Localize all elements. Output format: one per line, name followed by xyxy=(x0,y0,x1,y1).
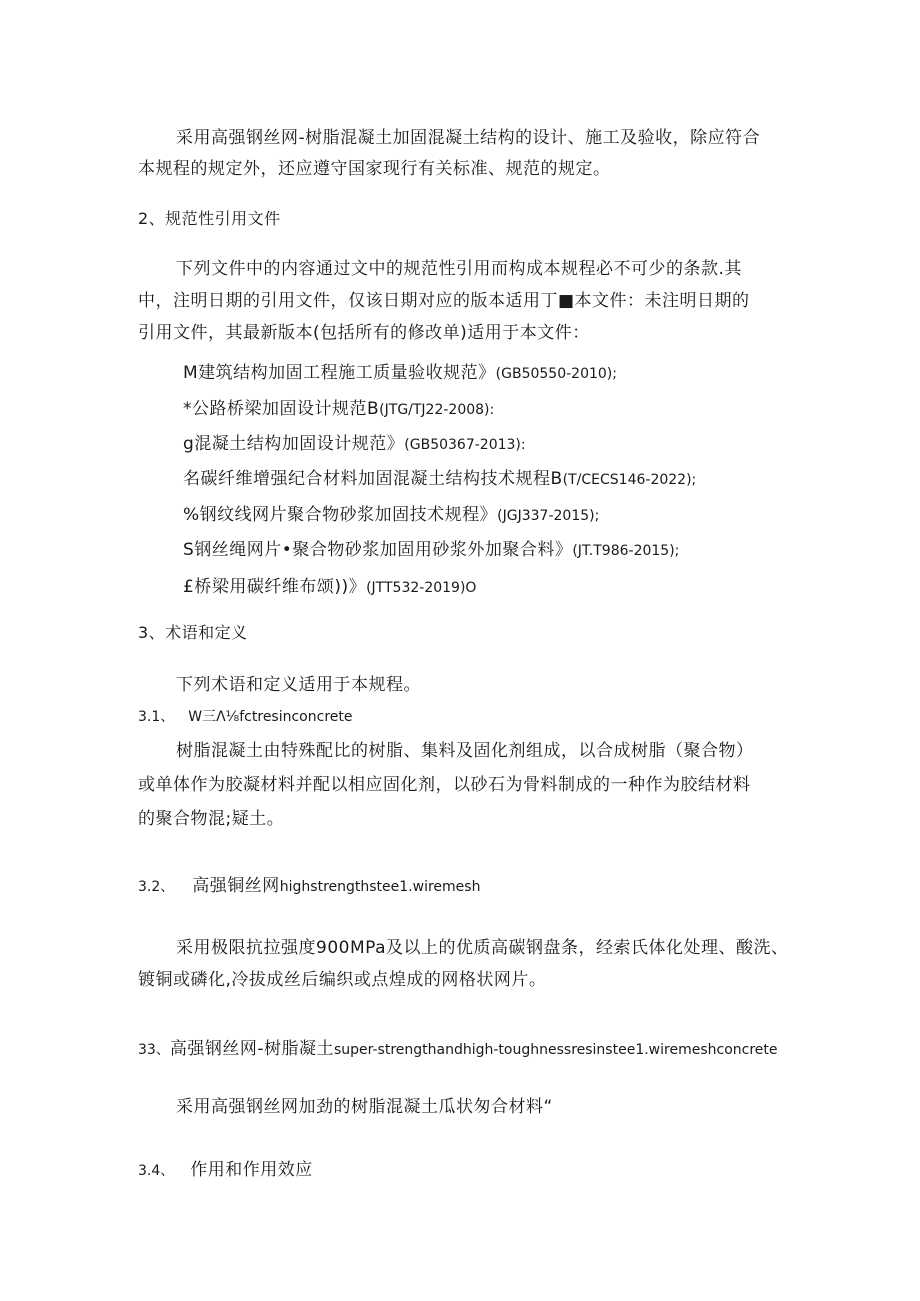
reference-title: *公路桥梁加固设计规范B xyxy=(183,399,380,419)
reference-code: (T/CECS146-2022); xyxy=(562,472,697,488)
reference-item xyxy=(183,434,526,455)
reference-code: (JTT532-2019)O xyxy=(366,580,477,596)
reference-item xyxy=(183,363,617,384)
term-number: 3.2、 xyxy=(138,879,175,895)
section-2-intro-line-3: 引用文件，其最新版本(包括所有的修改单)适用于本文件： xyxy=(138,323,590,343)
term-3-2-body-line-2: 镀铜或磷化,冷拔成丝后编织或点煌成的网格状网片。 xyxy=(138,970,547,990)
reference-item xyxy=(183,469,696,490)
section-2-intro-line-2: 中，注明日期的引用文件，仅该日期对应的版本适用丁■本文件：未注明日期的 xyxy=(138,291,750,311)
term-number: 3.4、 xyxy=(138,1163,175,1179)
section-2-heading: 2、规范性引用文件 xyxy=(138,209,281,228)
term-heading-3-4 xyxy=(138,1160,313,1181)
term-heading-3-1 xyxy=(138,707,353,727)
reference-title: g混凝土结构加固设计规范》 xyxy=(183,434,405,454)
section-2-intro-line-1: 下列文件中的内容通过文中的规范性引用而构成本规程必不可少的条款.其 xyxy=(176,259,742,279)
term-title-cn: 高强钢丝网-树脂凝土 xyxy=(169,1039,334,1059)
term-3-2-body-line-1: 采用极限抗拉强度900MPa及以上的优质高碳钢盘条，经索氏体化处理、酸洗、 xyxy=(176,938,789,958)
reference-code: (GB50550-2010); xyxy=(495,366,617,382)
term-number: 3.1、 xyxy=(138,709,175,725)
reference-title: 名碳纤维增强纪合材料加固混凝土结构技术规程B xyxy=(183,469,563,489)
term-title-cn: 高强铜丝网 xyxy=(192,876,280,896)
scope-line-2: 本规程的规定外，还应遵守国家现行有关标准、规范的规定。 xyxy=(138,159,611,179)
reference-code: (GB50367-2013): xyxy=(404,437,526,453)
section-3-heading: 3、术语和定义 xyxy=(138,623,248,642)
reference-code: (JGJ337-2015); xyxy=(497,508,600,524)
term-3-1-body-line-1: 树脂混凝土由特殊配比的树脂、集料及固化剂组成，以合成树脂（聚合物） xyxy=(176,741,754,761)
term-3-1-body-line-2: 或单体作为胶凝材料并配以相应固化剂，以砂石为骨料制成的一种作为胶结材料 xyxy=(138,775,751,795)
term-title-en: super-strengthandhigh-toughnessresinstee1.wiremeshconcrete xyxy=(333,1042,778,1058)
term-3-3-body-line-1: 采用高强钢丝网加劲的树脂混凝土瓜状匆合材料“ xyxy=(176,1097,553,1117)
reference-code: (JT.T986-2015); xyxy=(572,543,680,559)
reference-title: £桥梁用碳纤维布颂))》 xyxy=(183,577,367,597)
term-3-1-body-line-3: 的聚合物混;疑土。 xyxy=(138,809,285,829)
reference-item xyxy=(183,505,599,526)
reference-item xyxy=(183,540,679,561)
term-heading-3-2 xyxy=(138,876,480,897)
term-number: 33、 xyxy=(138,1042,170,1058)
reference-item xyxy=(183,399,494,420)
term-heading-3-3 xyxy=(138,1039,778,1060)
scope-line-1: 采用高强钢丝网-树脂混凝土加固混凝土结构的设计、施工及验收，除应符合 xyxy=(176,128,761,148)
term-title-en: highstrengthstee1.wiremesh xyxy=(279,879,481,895)
reference-item xyxy=(183,577,476,598)
reference-code: (JTG/TJ22-2008): xyxy=(379,402,495,418)
reference-title: %钢纹线网片聚合物砂浆加固技术规程》 xyxy=(183,505,498,525)
reference-title: S钢丝绳网片•聚合物砂浆加固用砂浆外加聚合料》 xyxy=(183,540,573,560)
reference-title: M建筑结构加固工程施工质量验收规范》 xyxy=(183,363,496,383)
section-3-intro: 下列术语和定义适用于本规程。 xyxy=(176,675,421,695)
term-title: W三Λ⅛fctresinconcrete xyxy=(188,709,353,725)
term-title-cn: 作用和作用效应 xyxy=(190,1160,313,1180)
